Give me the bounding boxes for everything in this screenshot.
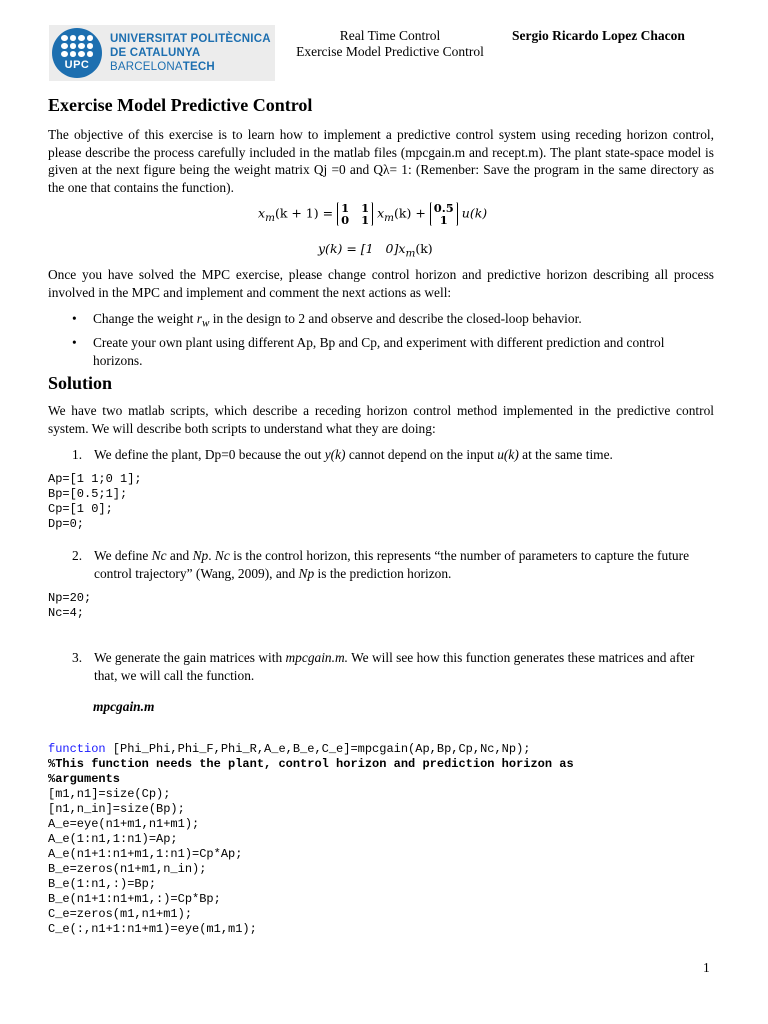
header-subtitle: Exercise Model Predictive Control bbox=[296, 44, 484, 59]
course-name: Real Time Control bbox=[339, 28, 441, 43]
list-item: • Create your own plant using different Ap, Bp and Cp, and experiment with different prediction and control horizons. bbox=[72, 334, 714, 369]
output-equation: y(k) = [1 $0]x_m(k)$ bbox=[318, 241, 433, 260]
page-number: 1 bbox=[703, 960, 710, 975]
code-block-mpcgain: function [Phi_Phi,Phi_F,Phi_R,A_e,B_e,C_e]=mpcgain(Ap,Bp,Cp,Nc,Np); %This function needs the plant, control horizon and prediction horizon as %arguments [m1,n1]=size(Cp); [n1,n_in]=size(Bp); A_e=eye(n1+m1,n1+m1); A_e(1:n1,1:n1)=Ap; A_e(n1+1:n1+m1,1:n1)=Cp*Ap; B_e=zeros(n1+m1,n_in); B_e(1:n1,:)=Bp; B_e(n1+1:n1+m1,:)=Cp*Bp; C_e=zeros(m1,n1+m1); C_e(:,n1+1:n1+m1)=eye(m1,m1); bbox=[48, 742, 574, 936]
upc-emblem-icon bbox=[52, 28, 102, 78]
mpcgain-label: mpcgain.m bbox=[93, 699, 155, 714]
matrix-a: 1 1 0 1 bbox=[337, 202, 373, 226]
university-logo bbox=[49, 25, 275, 81]
intro-paragraph: The objective of this exercise is to learn how to implement a predictive control system using receding horizon control, please describe the process carefully included in the matlab files (mpcgain.m and recept.m). The plant state-space model is given at the next figure being the weight matrix Qj =0 and Qλ= 1: (Remenber: Save the program in the same directory as the one that contains the function). bbox=[48, 127, 714, 195]
author-name: Sergio Ricardo Lopez Chacon bbox=[512, 28, 685, 43]
solution-intro: We have two matlab scripts, which describe a receding horizon control method implemented in the predictive control system. We will describe both scripts to understand what they are doing: bbox=[48, 403, 714, 436]
matrix-b: 0.5 1 bbox=[430, 202, 458, 226]
state-equation: $x_m(k + 1) = 1$ 1 0 1 $x_m(k) + 0.5$ 1 u(k) bbox=[258, 201, 488, 227]
code-block-plant: Ap=[1 1;0 1]; Bp=[0.5;1]; Cp=[1 0]; Dp=0; bbox=[48, 472, 142, 531]
solution-heading: Solution bbox=[48, 373, 113, 393]
logo-wordmark: UNIVERSITAT POLITÈCNICA DE CATALUNYA BARCELONATECH bbox=[110, 33, 271, 73]
step-1: 1. We define the plant, Dp=0 because the out y(k) cannot depend on the input u(k) at the same time. bbox=[72, 447, 613, 462]
list-item: • Change the weight $r_w$ in the design to 2 and observe and describe the closed-loop behavior. bbox=[72, 310, 714, 333]
post-equation-paragraph: Once you have solved the MPC exercise, please change control horizon and predictive horizon describing all process involved in the MPC and implement and comment the next actions as well: bbox=[48, 267, 714, 300]
step-3: 3. We generate the gain matrices with mpcgain.m. We will see how this function generates these matrices and after that, we will call the function. bbox=[72, 650, 695, 683]
code-block-horizons: Np=20; Nc=4; bbox=[48, 591, 92, 620]
task-list bbox=[72, 310, 714, 370]
step-2: 2. We define Nc and Np. Nc is the control horizon, this represents “the number of parameters to capture the future control trajectory” (Wang, 2009), and Np is the prediction horizon. bbox=[72, 548, 690, 581]
logo-abbr: UPC bbox=[64, 59, 90, 71]
document-title: Exercise Model Predictive Control bbox=[48, 95, 313, 115]
header-course-info bbox=[284, 28, 496, 60]
